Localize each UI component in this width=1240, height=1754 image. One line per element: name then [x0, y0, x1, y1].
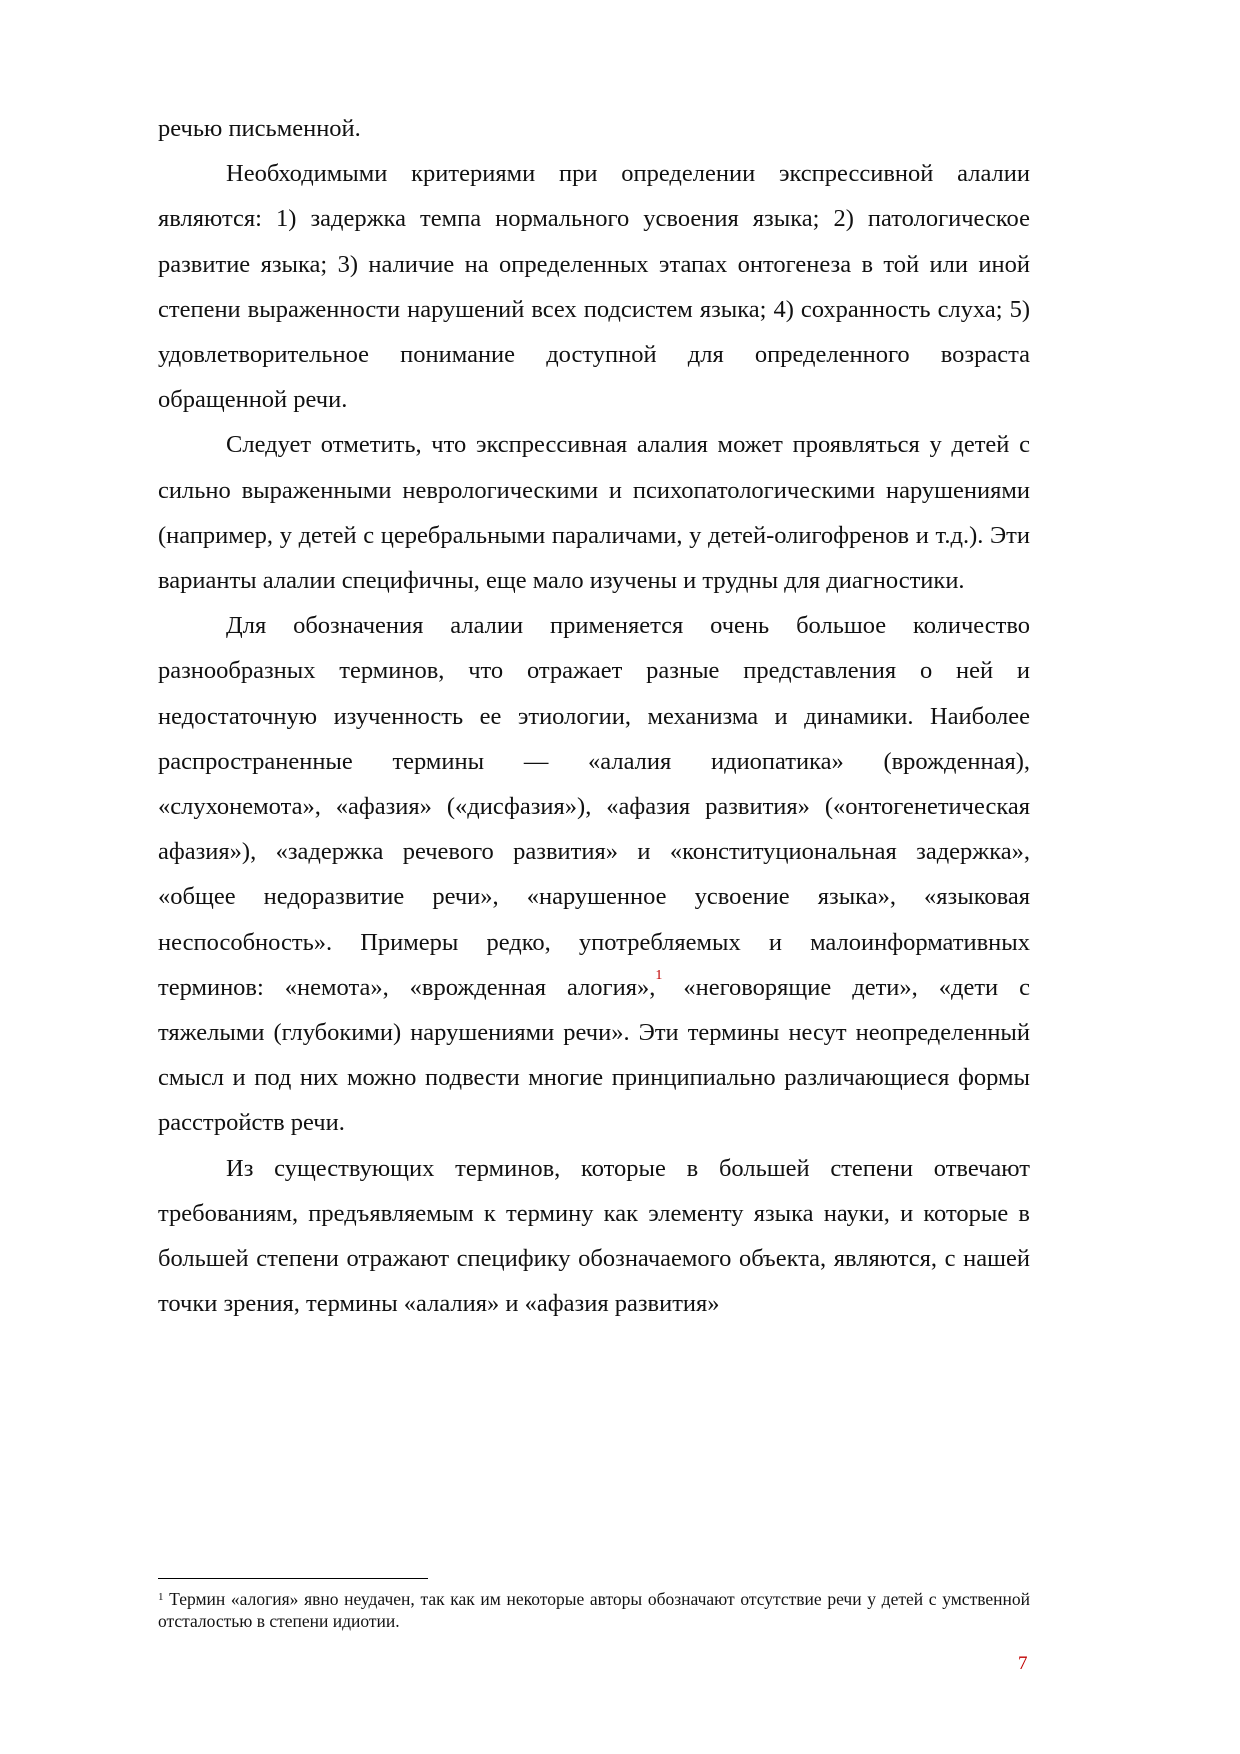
page-number: 7 [1018, 1653, 1028, 1674]
paragraph-4-text-a: Для обозначения алалии применяется очень большое количество разнообразных терминов, что отражает разные представления о ней и недостаточную изученность ее этиологии, механизма и динамики. Наиболее распространенные термины — «алалия идиопатика» (врожденная), «слухонемота», «афазия» («дисфазия»), «афазия развития» («онтогенетическая афазия»), «задержка речевого развития» и «конституциональная задержка», «общее недоразвитие речи», «нарушенное усвоение языка», «языковая неспособность». Примеры редко, употребляемых и малоинформативных терминов: «немота», «врожденная алогия», [158, 612, 1030, 1001]
footnote-text: Термин «алогия» явно неудачен, так как им некоторые авторы обозначают отсутствие речи у детей с умственной отсталостью в степени идиотии. [158, 1589, 1030, 1631]
footnote [158, 1588, 1030, 1632]
paragraph-5: Из существующих терминов, которые в большей степени отвечают требованиям, предъявляемым к термину как элементу языка науки, и которые в большей степени отражают специфику обозначаемого объекта, являются, с нашей точки зрения, термины «алалия» и «афазия развития» [158, 1154, 1030, 1318]
paragraph-2: Необходимыми критериями при определении экспрессивной алалии являются: 1) задержка темпа нормального усвоения языка; 2) патологическое развитие языка; 3) наличие на определенных этапах онтогенеза в той или иной степени выраженности нарушений всех подсистем языка; 4) сохранность слуха; 5) удовлетворительное понимание доступной для определенного возраста обращенной речи. [158, 160, 1030, 414]
footnote-separator [158, 1578, 428, 1579]
document-body [158, 106, 1030, 1326]
paragraph-3: Следует отметить, что экспрессивная алалия может проявляться у детей с сильно выраженными неврологическими и психопатологическими нарушениями (например, у детей с церебральными параличами, у детей-олигофренов и т.д.). Эти варианты алалии специфичны, еще мало изучены и трудны для диагностики. [158, 431, 1030, 595]
footnote-reference[interactable]: 1 [655, 967, 663, 983]
paragraph-1: речью письменной. [158, 115, 361, 142]
paragraph-4-text-b: «неговорящие дети», «дети с тяжелыми (глубокими) нарушениями речи». Эти термины несут неопределенный смысл и под них можно подвести многие принципиально различающиеся формы расстройств речи. [158, 973, 1030, 1137]
footnote-number: 1 [158, 1591, 164, 1603]
paragraph-4 [158, 603, 1030, 1145]
